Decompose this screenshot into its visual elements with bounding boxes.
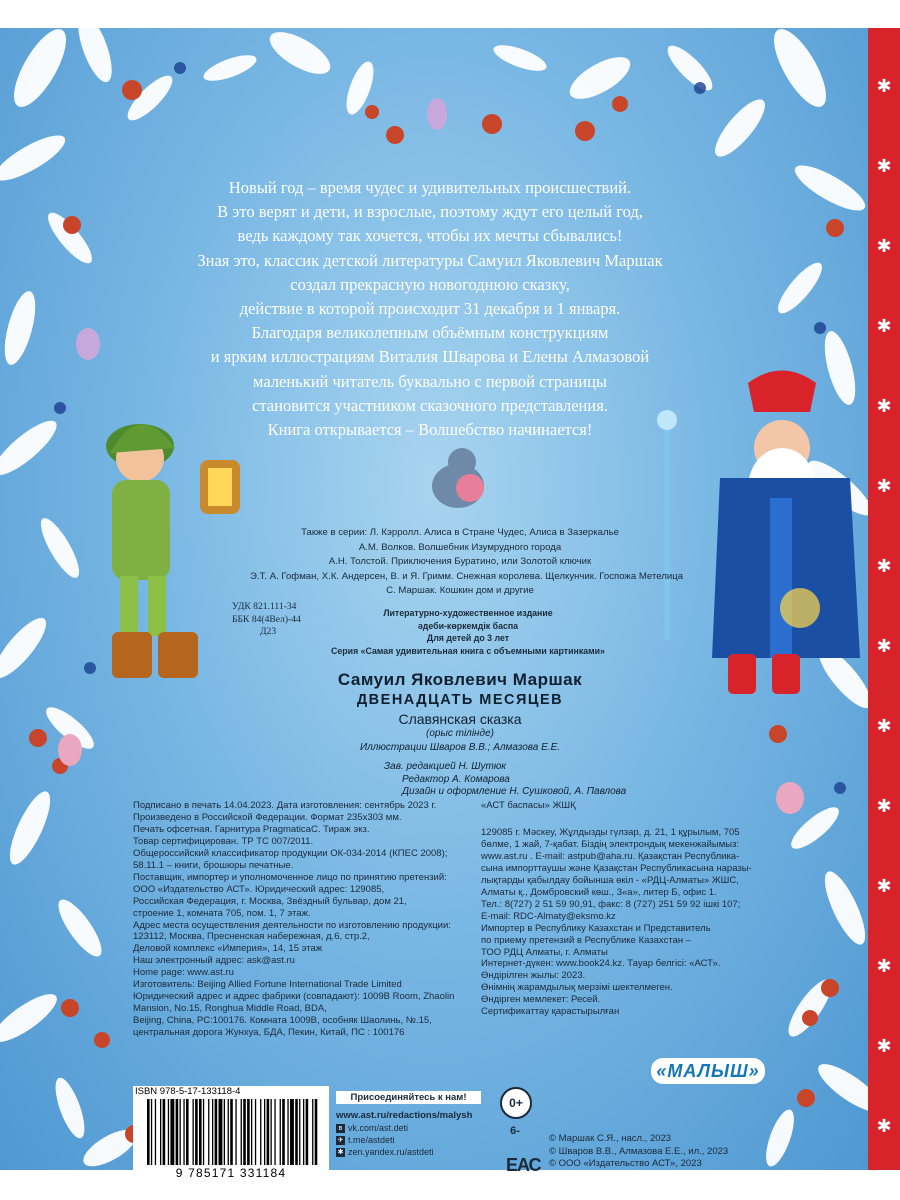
imprint-line: Сертификаттау қарастырылған [481, 1006, 620, 1018]
publisher-url[interactable]: www.ast.ru/redactions/malysh [336, 1110, 473, 1121]
imprint-line: центральная дорога Жунхуа, БДА, Пекин, Китай, ПС : 100176 [133, 1027, 405, 1039]
barcode-bar [199, 1099, 202, 1165]
zen-icon: ✱ [337, 1148, 344, 1156]
imprint-line: Home page: www.ast.ru [133, 967, 234, 979]
isbn: ISBN 978-5-17-133118-4 [135, 1086, 241, 1097]
barcode-bar [299, 1099, 300, 1165]
barcode-bar [208, 1099, 209, 1165]
series-item: С. Маршак. Кошкин дом и другие [386, 585, 534, 597]
barcode-bar [290, 1099, 294, 1165]
imprint-line: 123112, Москва, Пресненская набережная, д.6, стр.2, [133, 931, 370, 943]
bird-illustration [432, 448, 484, 508]
barcode-bar [306, 1099, 309, 1165]
imprint-line: бөлме, 1 жай, 7-қабат. Біздің электрондық мекенжайымыз: [481, 838, 740, 850]
imprint-line: Произведено в Российской Федерации. Формат 235х303 мм. [133, 811, 402, 823]
barcode-bar [251, 1099, 252, 1165]
credit-line: Дизайн и оформление Н. Сушковой, А. Павлова [402, 786, 627, 798]
imprint-line: Поставщик, импортер и уполномоченное лицо по принятию претензий: [133, 871, 447, 883]
barcode-bar [176, 1099, 179, 1165]
snowflake-icon: ✱ [876, 556, 892, 576]
edition-line: әдеби-көркемдік баспа [417, 620, 519, 631]
snowflake-icon: ✱ [876, 156, 892, 176]
imprint-line: Өнімнің жарамдылық мерзімі шектелмеген. [481, 982, 673, 994]
imprint-line: Российская Федерация, г. Москва, Звёздный бульвар, дом 21, [133, 895, 407, 907]
barcode-bar [147, 1099, 150, 1165]
barcode-bar [215, 1099, 218, 1165]
imprint-line: ТОО РДЦ Алматы, г. Алматы [481, 946, 608, 958]
snowflake-icon: ✱ [876, 236, 892, 256]
series-item: А.М. Волков. Волшебник Изумрудного города [358, 541, 562, 553]
barcode-bar [280, 1099, 281, 1165]
imprint-line: Печать офсетная. Гарнитура PragmaticaC. Тираж экз. [133, 823, 370, 835]
imprint-line: Деловой комплекс «Империя», 14, 15 этаж [133, 943, 323, 955]
classification-codes [232, 601, 301, 639]
series-list [250, 526, 684, 599]
barcode-bar [264, 1099, 265, 1165]
barcode-bar [235, 1099, 236, 1165]
snowflake-icon: ✱ [876, 796, 892, 816]
imprint-line: Импортер в Республику Казахстан и Представитель [481, 922, 711, 934]
book-description [120, 176, 740, 442]
barcode-bar [224, 1099, 225, 1165]
barcode-bar [160, 1099, 161, 1165]
barcode-bar [255, 1099, 256, 1165]
barcode-bar [274, 1099, 275, 1165]
join-heading: Присоединяйтесь к нам! [336, 1091, 481, 1104]
description-line: и ярким иллюстрациям Виталия Шварова и Елены Алмазовой [210, 347, 650, 367]
description-line: маленький читатель буквально с первой страницы [252, 371, 608, 391]
imprint-line: ООО «Издательство АСТ». Юридический адрес: 129085, [133, 883, 385, 895]
bbk-code: ББК 84(4Вел)-44 [232, 613, 301, 625]
barcode-bar [168, 1099, 169, 1165]
telegram-link[interactable] [336, 1135, 481, 1145]
barcode-panel [133, 1086, 329, 1182]
series-item: А.Н. Толстой. Приключения Буратино, или Золотой ключик [328, 556, 592, 568]
imprint-line: Интернет-дүкен: www.book24.kz. Тауар белгісі: «АСТ». [481, 958, 721, 970]
vk-link[interactable] [336, 1123, 481, 1133]
description-line: ведь каждому так хочется, чтобы их мечты сбывались! [237, 226, 623, 246]
imprint-line: строение 1, комната 705, пом. 1, 7 этаж. [133, 907, 311, 919]
barcode-bar [243, 1099, 246, 1165]
language-note: (орыс тілінде) [426, 728, 494, 739]
imprint-line: Beijing, China, PC:100176. Комната 1009B, особняк Шаолинь, №.15, [133, 1015, 432, 1027]
barcode-bar [193, 1099, 194, 1165]
red-spine-stripe [868, 28, 900, 1170]
series-item: Э.Т. А. Гофман, Х.К. Андерсен, В. и Я. Гримм. Снежная королева. Щелкунчик. Госпожа Метелица [250, 570, 684, 582]
barcode-bar [170, 1099, 174, 1165]
series-item: Также в серии: Л. Кэрролл. Алиса в Стране Чудес, Алиса в Зазеркалье [301, 527, 619, 538]
barcode [147, 1099, 315, 1165]
edition-line: Для детей до 3 лет [426, 633, 510, 644]
imprint-line: Подписано в печать 14.04.2023. Дата изготовления: сентябрь 2023 г. [133, 800, 437, 811]
description-line: создал прекрасную новогоднюю сказку, [290, 274, 570, 294]
barcode-bar [230, 1099, 233, 1165]
barcode-bar [315, 1099, 318, 1165]
barcode-bar [312, 1099, 313, 1165]
imprint-line: Тел.: 8(727) 2 51 59 90,91, факс: 8 (727) 251 59 92 ішкі 107; [481, 898, 741, 910]
barcode-bar [282, 1099, 285, 1165]
imprint-line: www.ast.ru . E-mail: astpub@aha.ru. Қазақстан Республика- [481, 850, 740, 862]
udk-code: УДК 821.111-34 [232, 601, 297, 612]
telegram-icon: ✈ [337, 1136, 344, 1144]
imprint-line: E-mail: RDC-Almaty@eksmo.kz [481, 910, 616, 922]
description-line: Книга открывается – Волшебство начинается! [267, 420, 593, 440]
snowflake-icon: ✱ [876, 636, 892, 656]
barcode-bar [195, 1099, 198, 1165]
imprint-line: Mansion, No.15, Ronghua Middle Road, BDA, [133, 1003, 327, 1015]
barcode-bar [247, 1099, 250, 1165]
snowflake-icon: ✱ [876, 956, 892, 976]
barcode-bar [183, 1099, 184, 1165]
imprint-line: Өндірген мемлекет: Ресей. [481, 994, 601, 1006]
barcode-bar [219, 1099, 223, 1165]
barcode-bar [241, 1099, 242, 1165]
imprint-line: Адрес места осуществления деятельности по изготовлению продукции: [133, 919, 451, 931]
barcode-bar [155, 1099, 156, 1165]
description-line: становится участником сказочного представления. [252, 395, 608, 415]
barcode-bar [203, 1099, 204, 1165]
illustrators: Иллюстрации Шваров В.В.; Алмазова Е.Е. [359, 742, 561, 753]
snowflake-icon: ✱ [876, 76, 892, 96]
age-rating-badge: 0+ [500, 1087, 532, 1119]
zen-link-text: zen.yandex.ru/astdeti [348, 1147, 434, 1157]
age-rating-secondary: 6- [510, 1125, 520, 1137]
imprint-line: Общероссийский классификатор продукции ОК-034-2014 (КПЕС 2008); [133, 847, 448, 859]
snowflake-icon: ✱ [876, 1036, 892, 1056]
eac-conformity-mark: ЕАС [506, 1155, 541, 1175]
snowflake-icon: ✱ [876, 476, 892, 496]
edition-info [318, 607, 618, 657]
snowflake-icon: ✱ [876, 316, 892, 336]
imprint-line: Изготовитель: Beijing Allied Fortune International Trade Limited [133, 979, 402, 991]
imprint-line: лықтарды қабылдау бойынша өкіл - «РДЦ-Алматы» ЖШС, [481, 874, 739, 886]
barcode-bar [163, 1099, 166, 1165]
vk-icon: в [336, 1124, 345, 1133]
vk-link-text: vk.com/ast.deti [348, 1123, 409, 1133]
copyright-line: © ООО «Издательство АСТ», 2023 [549, 1158, 702, 1169]
imprint-kazakh [481, 800, 791, 1018]
barcode-bar [151, 1099, 152, 1165]
copyright-block [549, 1133, 728, 1171]
barcode-bar [287, 1099, 288, 1165]
imprint-line: 129085 г. Мәскеу, Жұлдызды гүлзар, д. 21, 1 құрылым, 705 [481, 827, 740, 838]
barcode-bar [303, 1099, 304, 1165]
imprint-line: сына импорттаушы және Қазақстан Республикасына наразы- [481, 862, 752, 874]
book-subtitle: Славянская сказка [398, 711, 522, 727]
barcode-bar [212, 1099, 213, 1165]
imprint-line: Наш электронный адрес: ask@ast.ru [133, 955, 295, 967]
back-cover [0, 28, 868, 1180]
edition-line: Серия «Самая удивительная книга с объемными картинками» [331, 645, 605, 656]
snowflake-icon: ✱ [876, 396, 892, 416]
barcode-bar [186, 1099, 189, 1165]
imprint-line: 58.11.1 – книги, брошюры печатные. [133, 859, 294, 871]
imprint-line: Өндірілген жылы: 2023. [481, 970, 586, 982]
book-title: ДВЕНАДЦАТЬ МЕСЯЦЕВ [356, 692, 564, 708]
edition-line: Литературно-художественное издание [383, 608, 553, 618]
telegram-link-text: t.me/astdeti [348, 1135, 395, 1145]
imprint-line: Юридический адрес и адрес фабрики (совпадают): 1009B Room, Zhaolin [133, 991, 455, 1003]
description-line: действие в которой происходит 31 декабря и 1 января. [239, 299, 621, 319]
imprint-line: Алматы қ., Домбровский көш., 3«а», литер Б, офис 1. [481, 886, 717, 898]
imprint-russian [133, 800, 488, 1039]
zen-link[interactable] [336, 1147, 481, 1157]
imprint-line: Товар сертифицирован. ТР ТС 007/2011. [133, 835, 314, 847]
description-line: В это верят и дети, и взрослые, поэтому ждут его целый год, [217, 202, 643, 222]
credit-line: Редактор А. Комарова [402, 773, 510, 785]
barcode-bar [260, 1099, 261, 1165]
imprint-line: по приему претензий в Республике Казахстан – [481, 934, 692, 946]
elf-illustration [106, 424, 240, 678]
snowflake-icon: ✱ [876, 876, 892, 896]
editorial-credits [384, 761, 626, 799]
credit-line: Зав. редакцией Н. Шутюк [384, 761, 507, 772]
copyright-line: © Маршак С.Я., насл., 2023 [549, 1133, 672, 1144]
publisher-logo: «МАЛЫШ» [651, 1058, 765, 1084]
barcode-bar [295, 1099, 298, 1165]
barcode-bar [271, 1099, 272, 1165]
author-mark: Д23 [260, 626, 277, 638]
snowflake-icon: ✱ [876, 1116, 892, 1136]
social-links [336, 1091, 481, 1157]
description-line: Зная это, классик детской литературы Самуил Яковлевич Маршак [197, 250, 663, 270]
imprint-publisher-kz: «АСТ баспасы» ЖШҚ [481, 800, 576, 811]
barcode-number: 9 785171 331184 [175, 1166, 287, 1180]
description-line: Новый год – время чудес и удивительных происшествий. [228, 178, 632, 197]
barcode-bar [267, 1099, 270, 1165]
description-line: Благодаря великолепным объёмным конструкциям [251, 323, 609, 343]
snowflake-icon: ✱ [876, 716, 892, 736]
barcode-bar [180, 1099, 181, 1165]
copyright-line: © Шваров В.В., Алмазова Е.Е., ил., 2023 [549, 1145, 729, 1157]
book-author: Самуил Яковлевич Маршак [337, 670, 583, 689]
barcode-bar [228, 1099, 229, 1165]
